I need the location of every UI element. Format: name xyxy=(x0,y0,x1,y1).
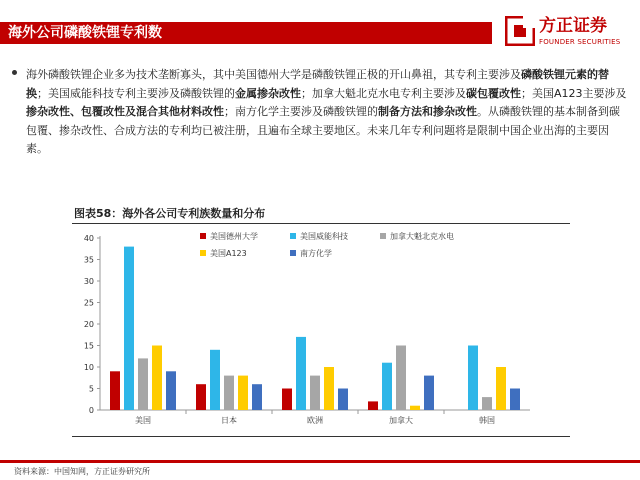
y-tick-label: 35 xyxy=(83,255,94,265)
bar xyxy=(210,350,220,410)
text-run: ；美国A123主要涉及 xyxy=(521,86,627,100)
x-tick-label: 美国 xyxy=(135,416,151,425)
bar xyxy=(296,337,306,410)
bar xyxy=(196,384,206,410)
bar xyxy=(110,371,120,410)
bold-run: 掺杂改性、包覆改性及混合其他材料改性 xyxy=(26,105,224,118)
x-tick-label: 韩国 xyxy=(479,416,495,425)
bar xyxy=(368,401,378,410)
bar xyxy=(238,376,248,410)
bar xyxy=(252,384,262,410)
bar xyxy=(324,367,334,410)
text-run: ；南方化学主要涉及磷酸铁锂的 xyxy=(224,105,378,118)
logo-name: 方正证券 xyxy=(539,16,607,36)
bar xyxy=(482,397,492,410)
bar xyxy=(468,346,478,411)
source-note: 资料来源：中国知网，方正证券研究所 xyxy=(14,467,150,476)
bold-run: 磷酸铁锂元素的替换 xyxy=(26,68,609,100)
bar xyxy=(424,376,434,410)
x-tick-label: 日本 xyxy=(221,416,237,425)
bar xyxy=(338,389,348,411)
legend-swatch xyxy=(380,233,386,239)
legend-swatch xyxy=(200,233,206,239)
y-tick-label: 0 xyxy=(88,406,94,415)
y-tick-label: 20 xyxy=(83,320,94,329)
bar xyxy=(496,367,506,410)
text-run: ；加拿大魁北克水电专利主要涉及 xyxy=(301,86,466,100)
bar xyxy=(138,358,148,410)
bar xyxy=(382,363,392,410)
bar xyxy=(282,389,292,411)
y-tick-label: 15 xyxy=(83,341,94,351)
legend-label: 美国德州大学 xyxy=(210,232,258,241)
footer-bar xyxy=(0,460,640,463)
text-run: 海外磷酸铁锂企业多为技术垄断寡头，其中美国德州大学是磷酸铁锂正极的开山鼻祖，其专利主要涉及 xyxy=(26,68,521,81)
bold-run: 金属掺杂改性 xyxy=(235,86,301,100)
y-tick-label: 30 xyxy=(83,277,94,286)
legend-label: 加拿大魁北克水电 xyxy=(390,232,454,241)
legend-label: 南方化学 xyxy=(300,249,332,258)
bar xyxy=(310,376,320,410)
page-title: 海外公司磷酸铁锂专利数 xyxy=(8,25,162,41)
logo-subtitle: FOUNDER SECURITIES xyxy=(539,38,621,46)
bar xyxy=(166,371,176,410)
bar xyxy=(124,247,134,410)
bar xyxy=(224,376,234,410)
bar xyxy=(396,346,406,411)
x-tick-label: 欧洲 xyxy=(307,416,323,425)
bar xyxy=(410,406,420,410)
chart-caption: 图表58：海外各公司专利族数量和分布 xyxy=(74,207,266,220)
bar xyxy=(510,389,520,411)
x-tick-label: 加拿大 xyxy=(389,416,413,425)
legend-label: 美国A123 xyxy=(210,249,247,258)
bold-run: 碳包覆改性 xyxy=(466,86,521,100)
bold-run: 制备方法和掺杂改性 xyxy=(378,105,477,118)
chart-bottom-rule xyxy=(72,436,570,437)
text-run: ；美国威能科技专利主要涉及磷酸铁锂的 xyxy=(37,86,235,100)
bar xyxy=(152,346,162,411)
text-run: 。从磷酸铁锂的基本制备到碳包覆、掺杂改性、合成方法的专利均已被注册，且遍布全球主要地区。未来几年专利问题将是限制中国企业出海的主要因素。 xyxy=(26,105,620,155)
legend-label: 美国威能科技 xyxy=(300,232,348,241)
y-tick-label: 25 xyxy=(83,298,94,308)
y-tick-label: 40 xyxy=(83,234,94,243)
y-tick-label: 10 xyxy=(83,363,94,372)
legend-swatch xyxy=(290,233,296,239)
y-tick-label: 5 xyxy=(88,384,94,394)
legend-swatch xyxy=(290,250,296,256)
legend-swatch xyxy=(200,250,206,256)
